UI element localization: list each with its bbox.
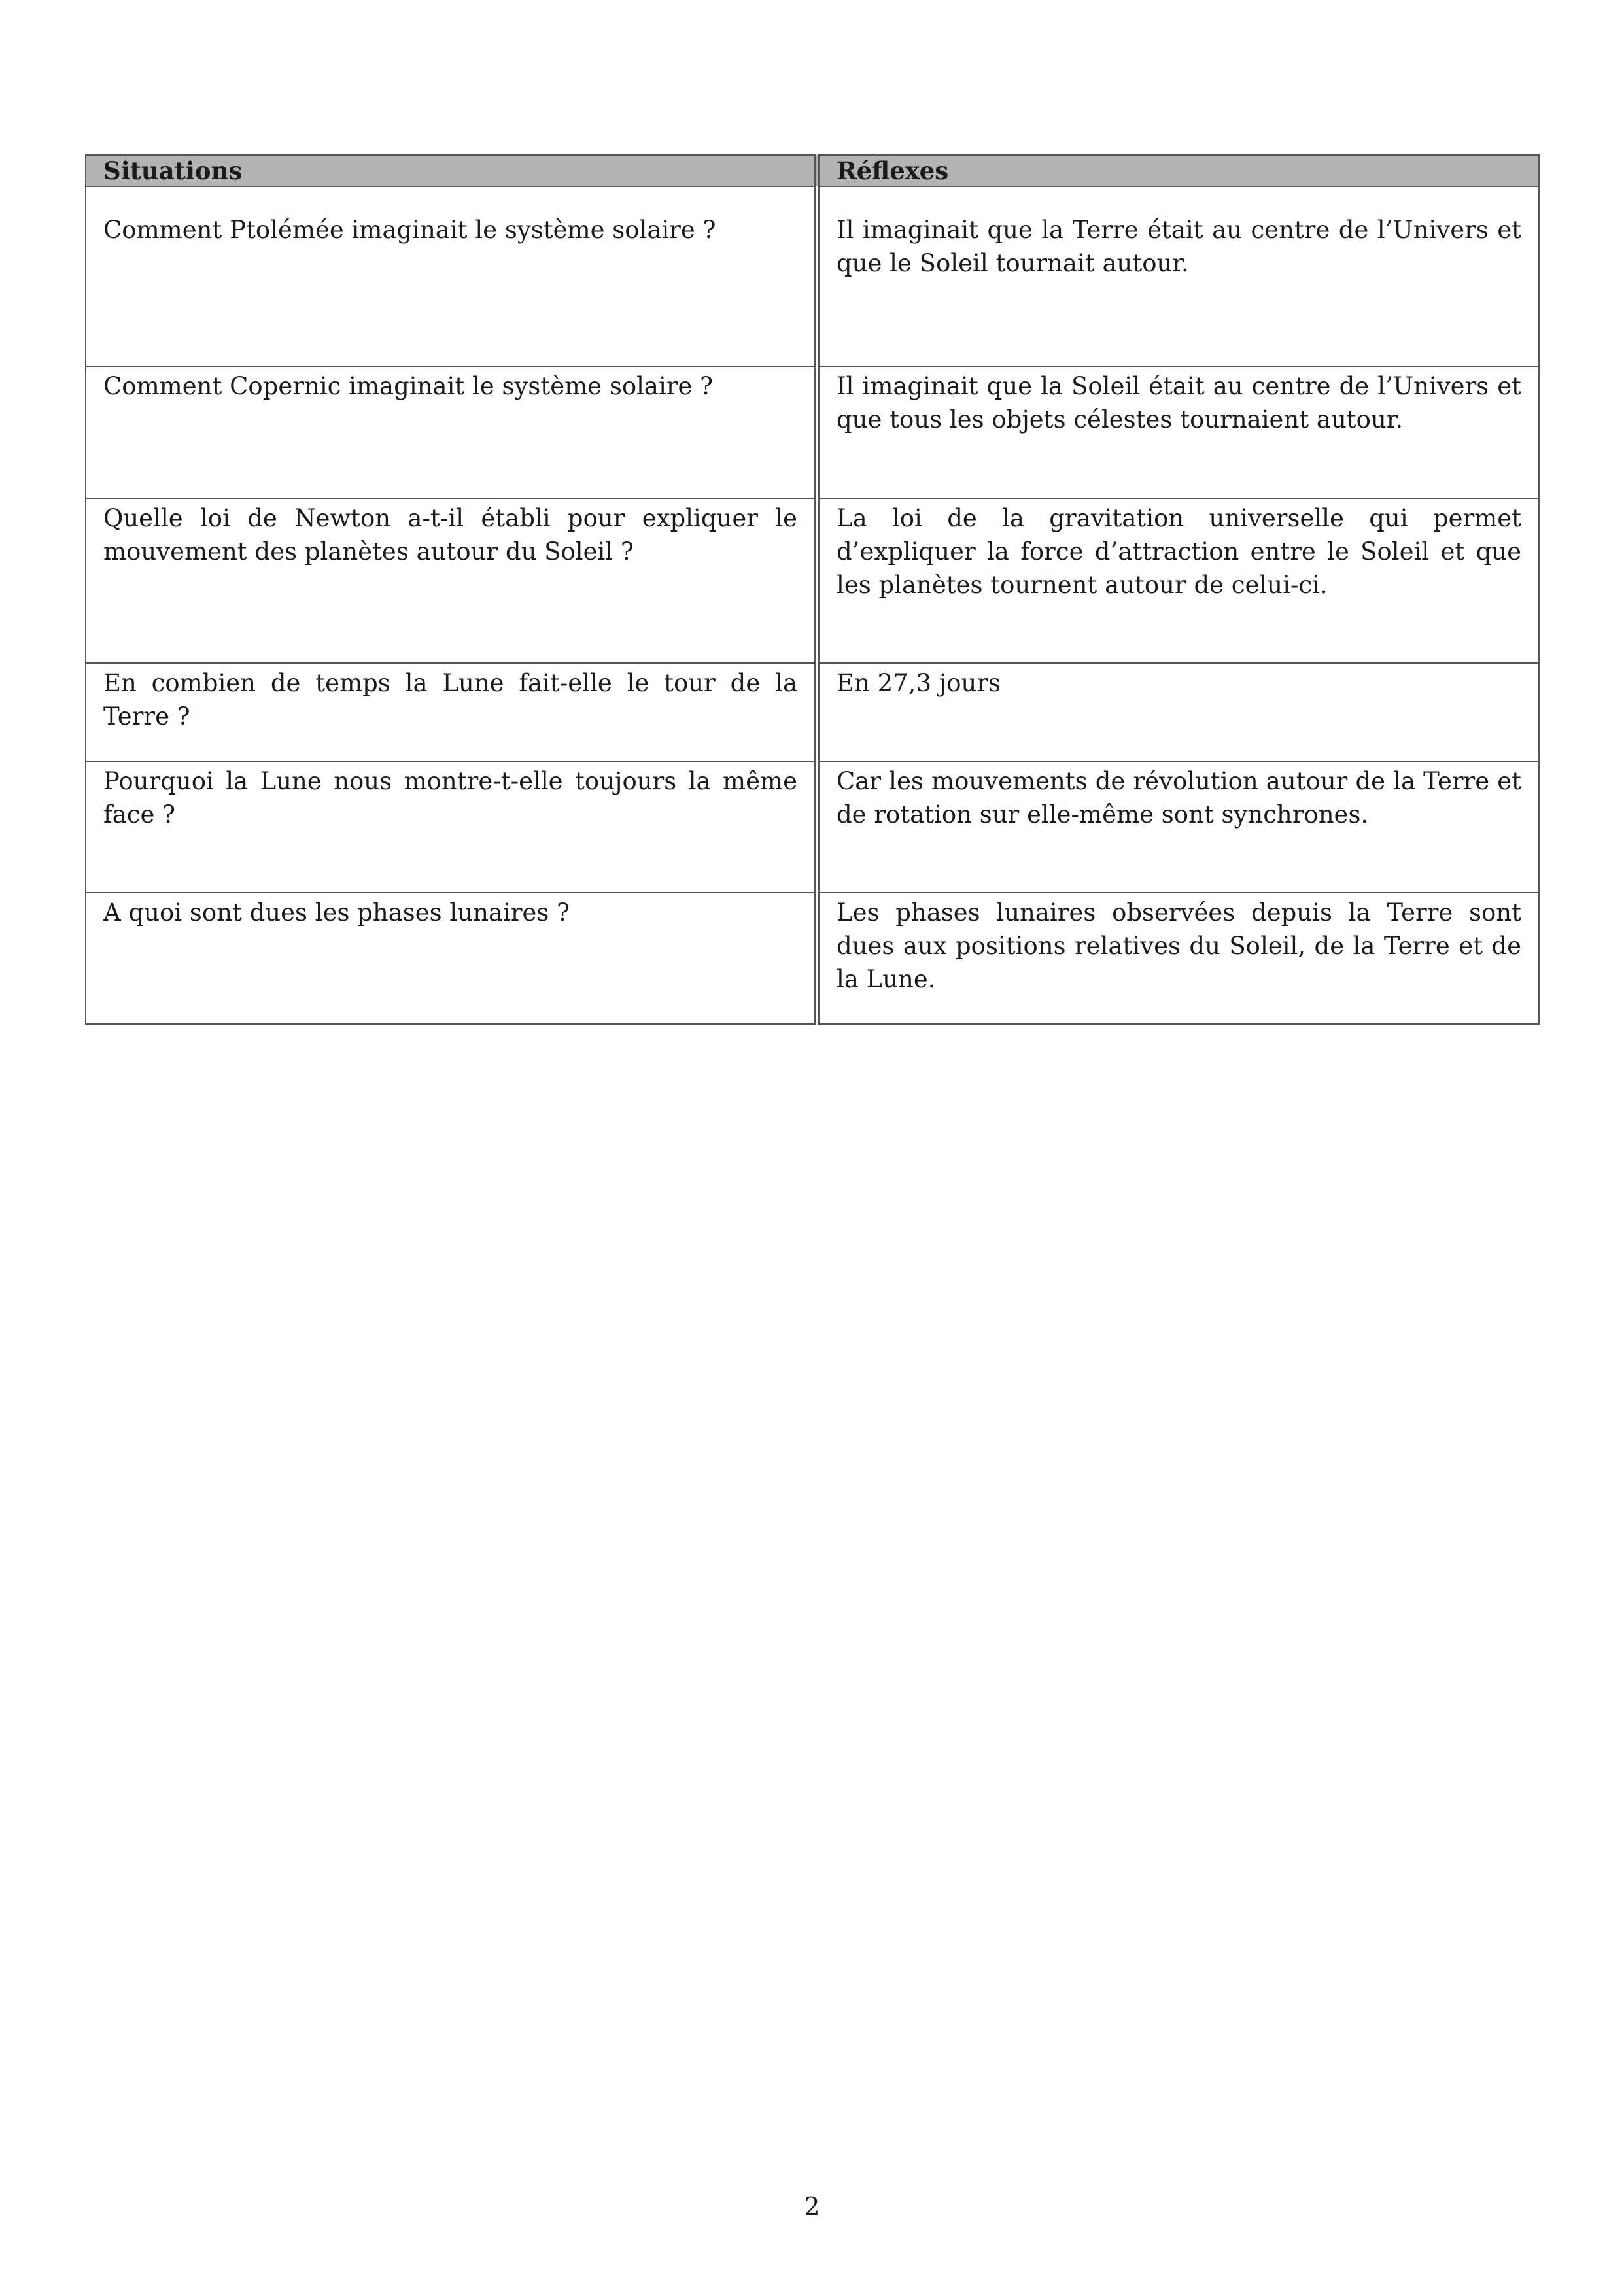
table-row bbox=[86, 186, 1539, 366]
reflex-cell: En 27,3 jours bbox=[817, 663, 1539, 761]
reflex-cell: La loi de la gravitation universelle qui permet d’expliquer la force d’attraction entre le Soleil et que les planètes tournent autour de celui-ci. bbox=[817, 498, 1539, 663]
situation-cell: Pourquoi la Lune nous montre-t-elle toujours la même face ? bbox=[86, 761, 817, 893]
table-row bbox=[86, 761, 1539, 893]
reflex-cell: Les phases lunaires observées depuis la Terre sont dues aux positions relatives du Soleil, de la Terre et de la Lune. bbox=[817, 893, 1539, 1024]
situation-cell: En combien de temps la Lune fait-elle le tour de la Terre ? bbox=[86, 663, 817, 761]
table-header-row bbox=[86, 155, 1539, 186]
situations-reflexes-table bbox=[85, 154, 1540, 1025]
situation-cell: Comment Copernic imaginait le système solaire ? bbox=[86, 366, 817, 498]
page-number: 2 bbox=[804, 2192, 820, 2221]
table-row bbox=[86, 893, 1539, 1024]
table-row bbox=[86, 663, 1539, 761]
reflex-cell: Il imaginait que la Soleil était au centre de l’Univers et que tous les objets célestes tournaient autour. bbox=[817, 366, 1539, 498]
situation-cell: Comment Ptolémée imaginait le système solaire ? bbox=[86, 186, 817, 366]
reflex-cell: Car les mouvements de révolution autour de la Terre et de rotation sur elle-même sont synchrones. bbox=[817, 761, 1539, 893]
table-row bbox=[86, 366, 1539, 498]
reflex-cell: Il imaginait que la Terre était au centre de l’Univers et que le Soleil tournait autour. bbox=[817, 186, 1539, 366]
situation-cell: A quoi sont dues les phases lunaires ? bbox=[86, 893, 817, 1024]
header-reflexes: Réflexes bbox=[817, 155, 1539, 186]
situation-cell: Quelle loi de Newton a-t-il établi pour expliquer le mouvement des planètes autour du Soleil ? bbox=[86, 498, 817, 663]
table-row bbox=[86, 498, 1539, 663]
header-situations: Situations bbox=[86, 155, 817, 186]
